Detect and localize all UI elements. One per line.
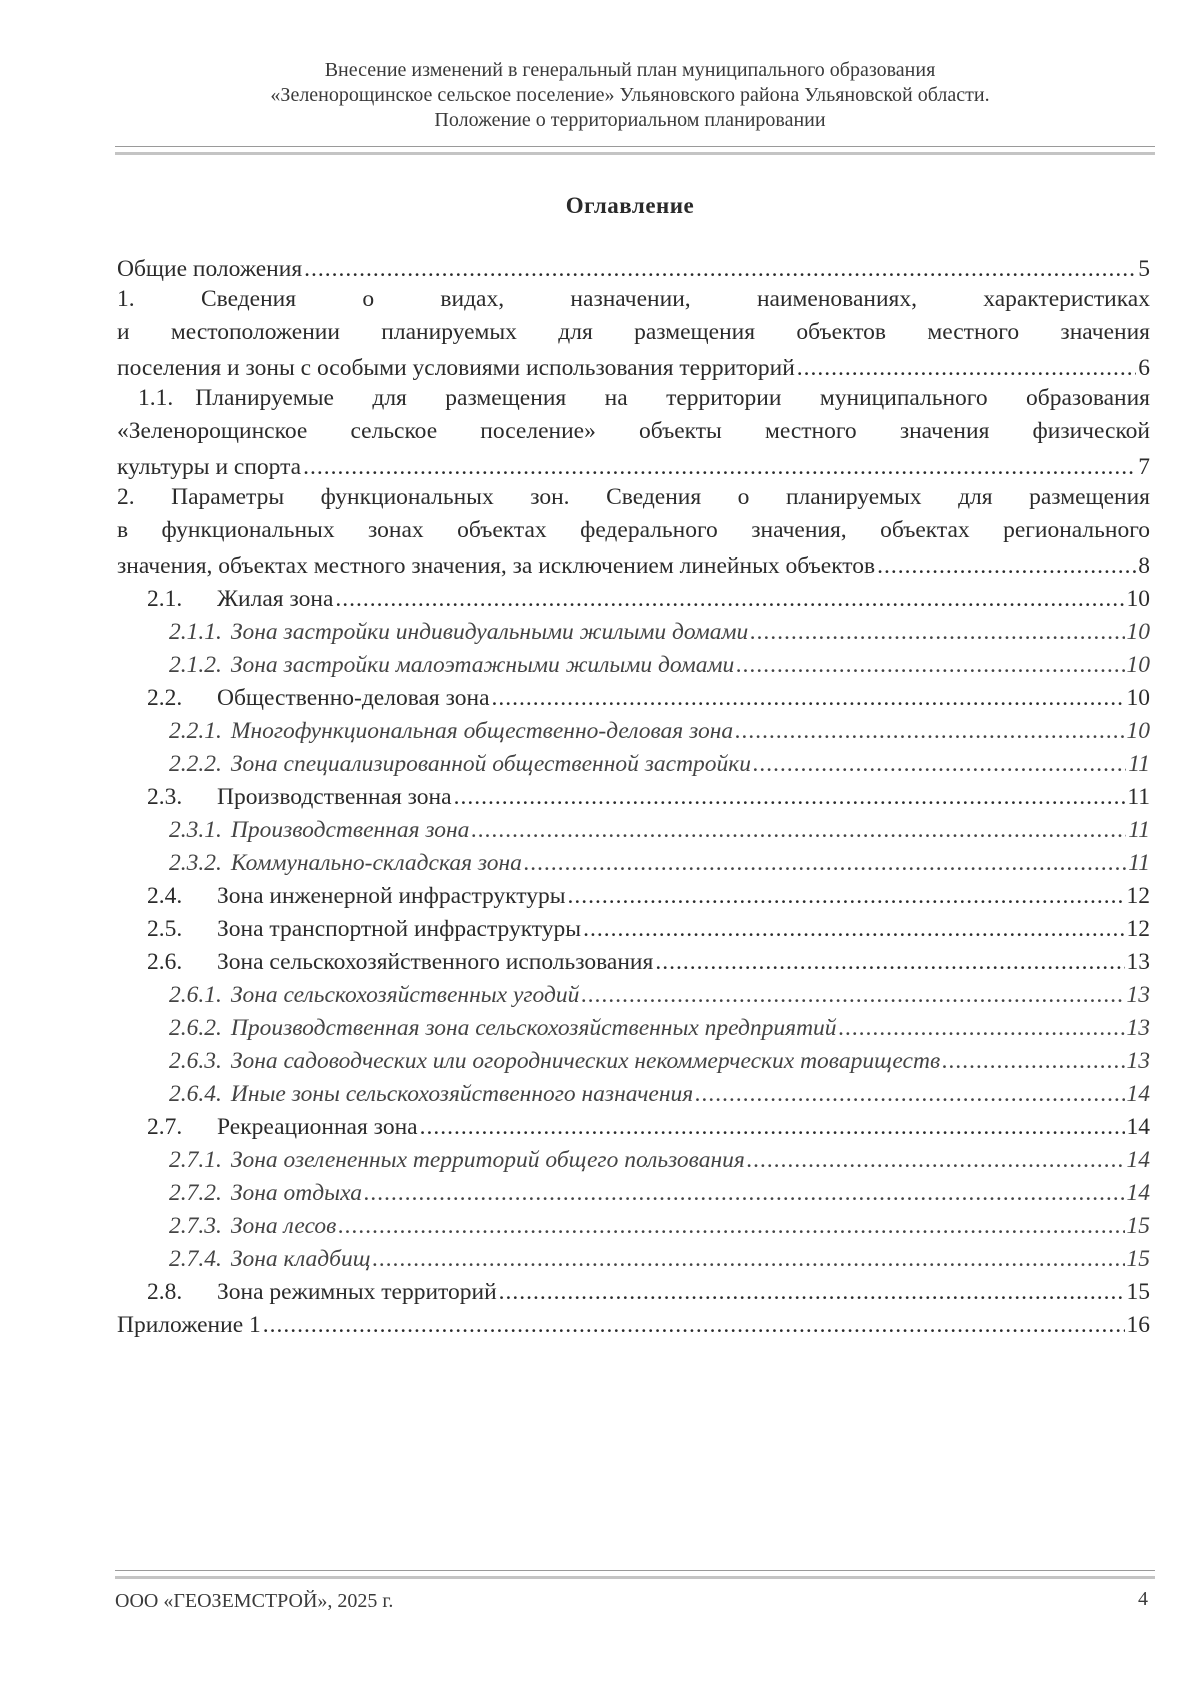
- toc-entry-line: в функциональных зонах объектах федерального значения, объектах регионального: [117, 517, 1150, 543]
- dot-leader: [373, 1243, 1125, 1276]
- toc-entry-section-2[interactable]: [117, 484, 1150, 583]
- toc-entry-page: 13: [1126, 1015, 1150, 1041]
- dot-leader: [735, 715, 1124, 748]
- toc-entry-label: Зона лесов: [230, 1213, 337, 1239]
- toc-entry-label: Иные зоны сельскохозяйственного назначения: [230, 1081, 694, 1107]
- toc-entry-label: Зона сельскохозяйственного использования: [217, 949, 654, 975]
- toc-entry-label: Общие положения: [117, 256, 303, 282]
- toc-entry-page: 7: [1138, 454, 1150, 480]
- toc-entry-number: 1.1.: [138, 385, 174, 411]
- toc-entry-number: 2.8.: [147, 1279, 183, 1305]
- toc-entry-page: 13: [1126, 982, 1150, 1008]
- toc-entry-page: 14: [1126, 1081, 1150, 1107]
- toc-entry[interactable]: [117, 946, 1150, 979]
- toc-entry[interactable]: [117, 616, 1150, 649]
- toc-entry-general[interactable]: [117, 253, 1150, 286]
- toc-entry-label: Производственная зона сельскохозяйственных предприятий: [230, 1015, 837, 1041]
- toc-entry[interactable]: [117, 1045, 1150, 1078]
- toc-entry[interactable]: [117, 1177, 1150, 1210]
- toc-entry-label: Приложение 1: [117, 1312, 261, 1338]
- toc-entry-page: 13: [1126, 1048, 1150, 1074]
- dot-leader: [655, 946, 1124, 979]
- toc-entry-label: Коммунально-складская зона: [230, 850, 522, 876]
- toc-entry-line: значения, объектах местного значения, за исключением линейных объектов: [117, 553, 876, 579]
- toc-entry-number: 2.6.1.: [169, 982, 222, 1008]
- toc-entry-label: Зона садоводческих или огороднических некоммерческих товариществ: [230, 1048, 941, 1074]
- toc-entry[interactable]: [117, 1078, 1150, 1111]
- toc-entry-line: «Зеленорощинское сельское поселение» объекты местного значения физической: [117, 418, 1150, 444]
- toc-entry-label: Общественно-деловая зона: [217, 685, 490, 711]
- toc-entry-page: 10: [1126, 652, 1150, 678]
- toc-entry-label: Производственная зона: [230, 817, 470, 843]
- toc-entry-label: Жилая зона: [217, 586, 334, 612]
- toc-entry[interactable]: [117, 1243, 1150, 1276]
- toc-entry[interactable]: [117, 880, 1150, 913]
- toc-entry-number: 2.6.4.: [169, 1081, 222, 1107]
- toc-entry-number: 2.4.: [147, 883, 183, 909]
- toc-entry-page: 11: [1128, 850, 1150, 876]
- toc-entry-number: 2.1.2.: [169, 652, 222, 678]
- toc-entry-page: 16: [1126, 1312, 1150, 1338]
- toc-entry[interactable]: [117, 1012, 1150, 1045]
- dot-leader: [524, 847, 1126, 880]
- toc-entry-page: 10: [1126, 619, 1150, 645]
- footer-organization: ООО «ГЕОЗЕМСТРОЙ», 2025 г.: [115, 1590, 394, 1612]
- header-divider: [115, 146, 1155, 155]
- table-of-contents: [117, 253, 1150, 1342]
- toc-entry-label: Зона застройки индивидуальными жилыми домами: [230, 619, 749, 645]
- toc-entry-number: 2.7.1.: [169, 1147, 222, 1173]
- toc-title: Оглавление: [565, 193, 695, 218]
- toc-entry-page: 10: [1126, 685, 1150, 711]
- dot-leader: [797, 352, 1136, 385]
- dot-leader: [304, 253, 1136, 286]
- toc-entry-number: 2.2.: [147, 685, 183, 711]
- toc-entry-page: 5: [1138, 256, 1150, 282]
- dot-leader: [568, 880, 1125, 913]
- toc-entry-page: 8: [1138, 553, 1150, 579]
- toc-entry-label: Зона транспортной инфраструктуры: [217, 916, 582, 942]
- dot-leader: [839, 1012, 1125, 1045]
- toc-entry-page: 15: [1126, 1246, 1150, 1272]
- toc-entry-page: 10: [1126, 586, 1150, 612]
- dot-leader: [581, 979, 1124, 1012]
- toc-entry-label: Производственная зона: [217, 784, 452, 810]
- toc-entry-number: 2.2.2.: [169, 751, 222, 777]
- toc-entry-page: 11: [1128, 817, 1150, 843]
- toc-entry[interactable]: [117, 1144, 1150, 1177]
- toc-entry-number: 2.7.4.: [169, 1246, 222, 1272]
- toc-entry[interactable]: [117, 847, 1150, 880]
- toc-entry-number: 2.7.2.: [169, 1180, 222, 1206]
- footer-page-number: 4: [1138, 1588, 1148, 1610]
- toc-entry-line: поселения и зоны с особыми условиями использования территорий: [117, 355, 795, 381]
- toc-entry-line: 1. Сведения о видах, назначении, наименованиях, характеристиках: [117, 286, 1150, 312]
- toc-entry-label: Рекреационная зона: [217, 1114, 418, 1140]
- toc-entry-page: 11: [1127, 784, 1150, 810]
- toc-entry-number: 2.3.2.: [169, 850, 222, 876]
- toc-entry-page: 13: [1126, 949, 1150, 975]
- dot-leader: [736, 649, 1124, 682]
- toc-entry[interactable]: [117, 913, 1150, 946]
- document-header: [110, 58, 1150, 133]
- dot-leader: [263, 1309, 1125, 1342]
- toc-entry[interactable]: [117, 682, 1150, 715]
- toc-entry-number: 2.1.: [147, 586, 183, 612]
- toc-entry-line: 2. Параметры функциональных зон. Сведения о планируемых для размещения: [117, 484, 1150, 510]
- header-line-3: Положение о территориальном планировании: [434, 109, 826, 131]
- dot-leader: [364, 1177, 1125, 1210]
- toc-entry[interactable]: [117, 1210, 1150, 1243]
- toc-entry-page: 15: [1126, 1213, 1150, 1239]
- toc-entry-page: 6: [1138, 355, 1150, 381]
- toc-entry-page: 14: [1126, 1147, 1150, 1173]
- toc-entry[interactable]: [117, 814, 1150, 847]
- toc-entry-label: Зона озелененных территорий общего пользования: [230, 1147, 745, 1173]
- toc-entry-text: Планируемые для размещения на территории муниципального образования: [195, 385, 1150, 411]
- toc-entry-label: Зона кладбищ: [230, 1246, 371, 1272]
- header-line-2: «Зеленорощинское сельское поселение» Ульяновского района Ульяновской области.: [270, 84, 990, 106]
- dot-leader: [492, 682, 1125, 715]
- toc-entry-number: 2.7.: [147, 1114, 183, 1140]
- toc-entry-label: Многофункциональная общественно-деловая зона: [230, 718, 734, 744]
- toc-entry-page: 12: [1126, 916, 1150, 942]
- toc-entry-page: 12: [1126, 883, 1150, 909]
- toc-entry-label: Зона отдыха: [230, 1180, 362, 1206]
- toc-entry[interactable]: [117, 748, 1150, 781]
- toc-entry-number: 2.6.3.: [169, 1048, 222, 1074]
- dot-leader: [942, 1045, 1124, 1078]
- toc-entry-line: культуры и спорта: [117, 454, 302, 480]
- toc-entry[interactable]: [117, 1276, 1150, 1309]
- toc-entry-line: [117, 385, 1150, 418]
- dot-leader: [695, 1078, 1124, 1111]
- toc-entry-section-1-1[interactable]: [117, 385, 1150, 484]
- toc-entry-number: 2.6.: [147, 949, 183, 975]
- toc-entry-page: 10: [1126, 718, 1150, 744]
- toc-entry-label: Зона инженерной инфраструктуры: [217, 883, 566, 909]
- toc-entry-number: 2.3.: [147, 784, 183, 810]
- toc-entry-number: 2.2.1.: [169, 718, 222, 744]
- toc-entry[interactable]: [117, 649, 1150, 682]
- toc-entry[interactable]: [117, 979, 1150, 1012]
- dot-leader: [499, 1276, 1125, 1309]
- toc-entry-number: 2.1.1.: [169, 619, 222, 645]
- toc-entry-number: 2.3.1.: [169, 817, 222, 843]
- footer-divider: [115, 1570, 1155, 1579]
- header-line-1: Внесение изменений в генеральный план муниципального образования: [324, 59, 936, 81]
- toc-entry-section-1[interactable]: [117, 286, 1150, 385]
- toc-entry-page: 14: [1126, 1180, 1150, 1206]
- toc-entry-label: Зона режимных территорий: [217, 1279, 497, 1305]
- toc-entry-label: Зона застройки малоэтажными жилыми домами: [230, 652, 735, 678]
- toc-entry-line: и местоположении планируемых для размещения объектов местного значения: [117, 319, 1150, 345]
- dot-leader: [747, 1144, 1125, 1177]
- toc-entry-number: 2.7.3.: [169, 1213, 222, 1239]
- toc-entry[interactable]: [117, 781, 1150, 814]
- toc-entry-page: 11: [1128, 751, 1150, 777]
- dot-leader: [335, 583, 1124, 616]
- toc-entry-page: 15: [1126, 1279, 1150, 1305]
- dot-leader: [583, 913, 1124, 946]
- dot-leader: [471, 814, 1126, 847]
- dot-leader: [750, 616, 1124, 649]
- toc-entry-page: 14: [1126, 1114, 1150, 1140]
- toc-entry[interactable]: [117, 715, 1150, 748]
- dot-leader: [303, 451, 1136, 484]
- dot-leader: [753, 748, 1126, 781]
- dot-leader: [877, 550, 1136, 583]
- toc-entry-number: 2.6.2.: [169, 1015, 222, 1041]
- toc-entry-label: Зона сельскохозяйственных угодий: [230, 982, 580, 1008]
- dot-leader: [420, 1111, 1125, 1144]
- toc-entry-number: 2.5.: [147, 916, 183, 942]
- dot-leader: [454, 781, 1126, 814]
- dot-leader: [338, 1210, 1124, 1243]
- toc-entry-label: Зона специализированной общественной застройки: [230, 751, 752, 777]
- toc-entry-appendix[interactable]: [117, 1309, 1150, 1342]
- toc-entry[interactable]: [117, 1111, 1150, 1144]
- toc-entry[interactable]: [117, 583, 1150, 616]
